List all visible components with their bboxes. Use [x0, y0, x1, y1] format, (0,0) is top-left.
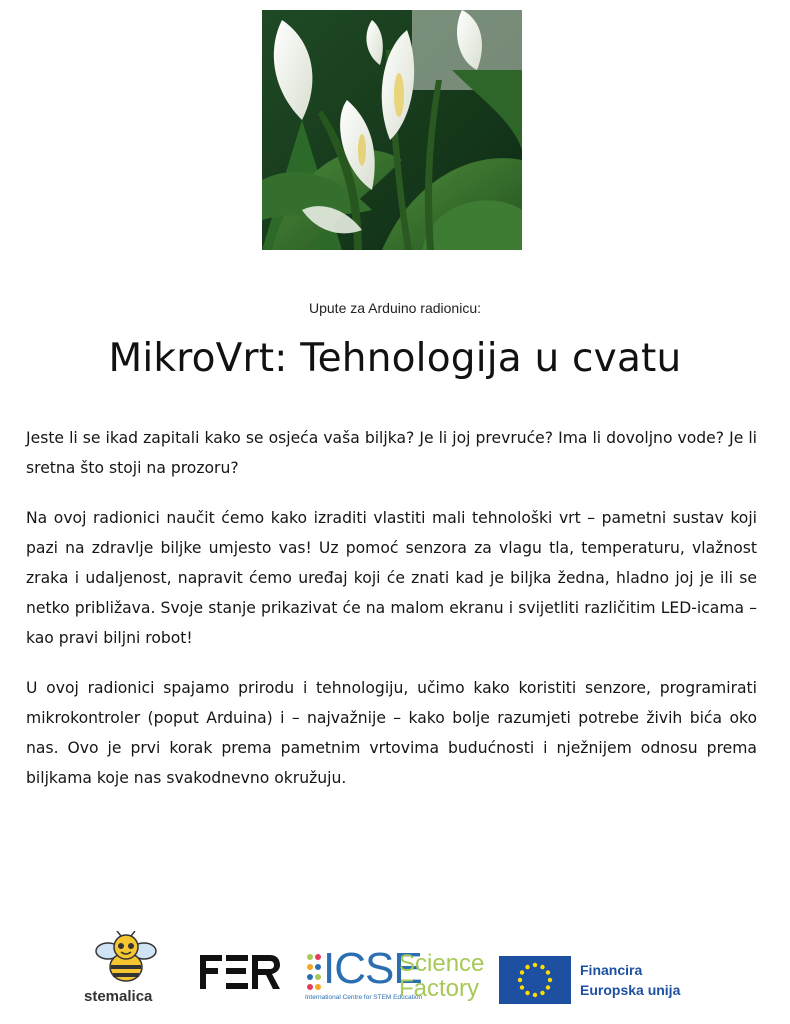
- eu-star: [520, 970, 524, 974]
- eu-star: [540, 991, 544, 995]
- eu-star: [533, 963, 537, 967]
- icse-subtitle: International Centre for STEM Education: [305, 994, 423, 1001]
- icse-dots-icon: [305, 951, 323, 995]
- page-title: MikroVrt: Tehnologija u cvatu: [108, 336, 682, 381]
- icse-science-factory-logo: [305, 944, 495, 1009]
- paragraph-conclusion: U ovoj radionici spajamo prirodu i tehnologiju, učimo kako koristiti senzore, programirati mikrokontroler (poput Arduina) i – najvažnije – kako bolje razumjeti potrebe živih bića oko nas. Ovo je prvi korak prema pametnim vrtovima budućnosti i nježnijem odnosu prema biljkama koje nas svakodnevno okružuju.: [26, 679, 757, 787]
- peace-lily-photo: [262, 10, 522, 250]
- stemalica-logo-text: stemalica: [84, 988, 153, 1005]
- science-factory-wordmark: [399, 951, 484, 1001]
- eu-star: [548, 978, 552, 982]
- eu-funding-text: [580, 960, 680, 1000]
- eu-star: [520, 985, 524, 989]
- workshop-subtitle: Upute za Arduino radionicu:: [309, 300, 481, 316]
- eu-star: [533, 993, 537, 997]
- eu-flag-icon: [499, 956, 571, 1004]
- eu-star: [525, 991, 529, 995]
- eu-star: [546, 970, 550, 974]
- eu-star: [540, 965, 544, 969]
- eu-star: [525, 965, 529, 969]
- paragraph-workshop: Na ovoj radionici naučit ćemo kako izraditi vlastiti mali tehnološki vrt – pametni sustav koji pazi na zdravlje biljke umjesto vas! Uz pomoć senzora za vlagu tla, temperaturu, vlažnost zraka i udaljenost, napravit ćemo uređaj koji će znati kad je biljka žedna, hladno joj je ili se netko približava. Svoje stanje prikazivat će na malom ekranu i svijetliti različitim LED-icama – kao pravi biljni robot!: [26, 509, 757, 647]
- eu-star: [546, 985, 550, 989]
- eu-line1: Financira: [580, 962, 643, 978]
- sponsor-logos: [0, 925, 790, 1010]
- bee-mascot-icon: [94, 931, 158, 983]
- science-factory-line2: Factory: [399, 975, 480, 1002]
- eu-line2: Europska unija: [580, 982, 681, 998]
- science-factory-line1: Science: [399, 950, 485, 977]
- paragraph-intro: Jeste li se ikad zapitali kako se osjeća vaša biljka? Je li joj prevruće? Ima li dovoljno vode? Je li sretna što stoji na prozoru?: [26, 429, 757, 477]
- eu-star: [518, 978, 522, 982]
- icse-wordmark: ICSE: [323, 944, 422, 993]
- body-text: [26, 423, 757, 813]
- fer-logo: [200, 955, 280, 989]
